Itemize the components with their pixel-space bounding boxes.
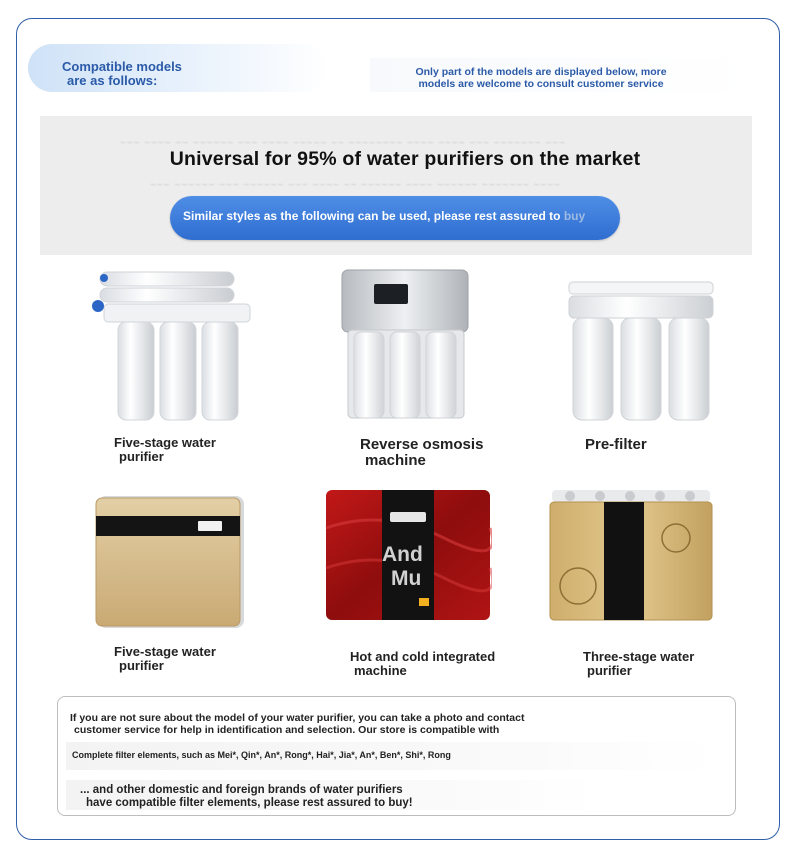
watermark xyxy=(382,543,423,591)
product-label-line-2: purifier xyxy=(119,449,164,464)
product-label-line-1: Reverse osmosis xyxy=(360,436,484,453)
note-line-2: models are welcome to consult customer service xyxy=(418,78,664,90)
notice-brands: Complete filter elements, such as Mei*, Qin*, An*, Rong*, Hai*, Jia*, An*, Ben*, Shi*, Rong xyxy=(72,750,451,760)
notice-line-1: If you are not sure about the model of your water purifier, you can take a photo and contact xyxy=(70,712,525,724)
product-label-five-stage-gold xyxy=(114,645,216,673)
product-label-line-1: Three-stage water xyxy=(583,649,695,664)
product-label-line-2: purifier xyxy=(587,663,632,678)
notice-footer xyxy=(80,784,413,810)
product-label-reverse-osmosis xyxy=(360,437,483,469)
product-label-five-stage xyxy=(114,436,216,464)
product-label-pre-filter xyxy=(585,437,647,453)
watermark-line-2: Mu xyxy=(391,567,422,590)
three-stage-purifier-image xyxy=(548,488,714,622)
banner-ghost-text: ~~~ ~~~~ ~~ ~~~~~~ ~~~ ~~~~ ~~~~~ ~~ ~~~~~~~~ ~~~~ ~~~~ ~~~ ~~~~~~~ ~~~ xyxy=(120,138,566,149)
product-label-line-2: purifier xyxy=(119,658,164,673)
product-label-hot-cold xyxy=(350,650,495,678)
notice-line-5: have compatible filter elements, please rest assured to buy! xyxy=(86,797,413,809)
pill-text-tail: buy xyxy=(563,209,586,223)
header-note xyxy=(376,66,706,90)
notice-paragraph xyxy=(70,712,524,736)
reverse-osmosis-machine-image xyxy=(340,268,472,422)
heading-line-1: Compatible models xyxy=(62,59,182,74)
pill-text-main: Similar styles as the following can be used, please rest assured to xyxy=(183,209,561,223)
product-label-line-1: Pre-filter xyxy=(585,436,647,453)
product-label-line-1: Five-stage water xyxy=(114,435,216,450)
notice-line-4: ... and other domestic and foreign brands of water purifiers xyxy=(80,784,403,796)
product-label-line-1: Hot and cold integrated xyxy=(350,649,496,664)
note-line-1: Only part of the models are displayed below, more xyxy=(415,66,667,78)
five-stage-purifier-white-image xyxy=(84,266,264,424)
watermark-line-1: And xyxy=(382,543,423,566)
product-label-line-2: machine xyxy=(365,452,426,469)
compatible-models-heading xyxy=(62,60,182,88)
product-label-line-2: machine xyxy=(354,663,407,678)
banner-ghost-text-2: ~~~ ~~~~~~ ~~~ ~~~~~~ ~~~ ~~~~ ~~ ~~~~~~ ~~~~ ~~~~~~ ~~~~~~~ ~~~~ xyxy=(150,180,561,191)
product-label-line-1: Five-stage water xyxy=(114,644,216,659)
heading-line-2: are as follows: xyxy=(67,73,158,88)
five-stage-purifier-gold-image xyxy=(94,494,250,630)
compatibility-pill-text xyxy=(183,209,585,223)
pre-filter-image xyxy=(565,280,717,422)
banner-title: Universal for 95% of water purifiers on the market xyxy=(169,148,641,170)
product-label-three-stage xyxy=(583,650,694,678)
notice-line-2: customer service for help in identification and selection. Our store is compatible with xyxy=(74,724,500,736)
